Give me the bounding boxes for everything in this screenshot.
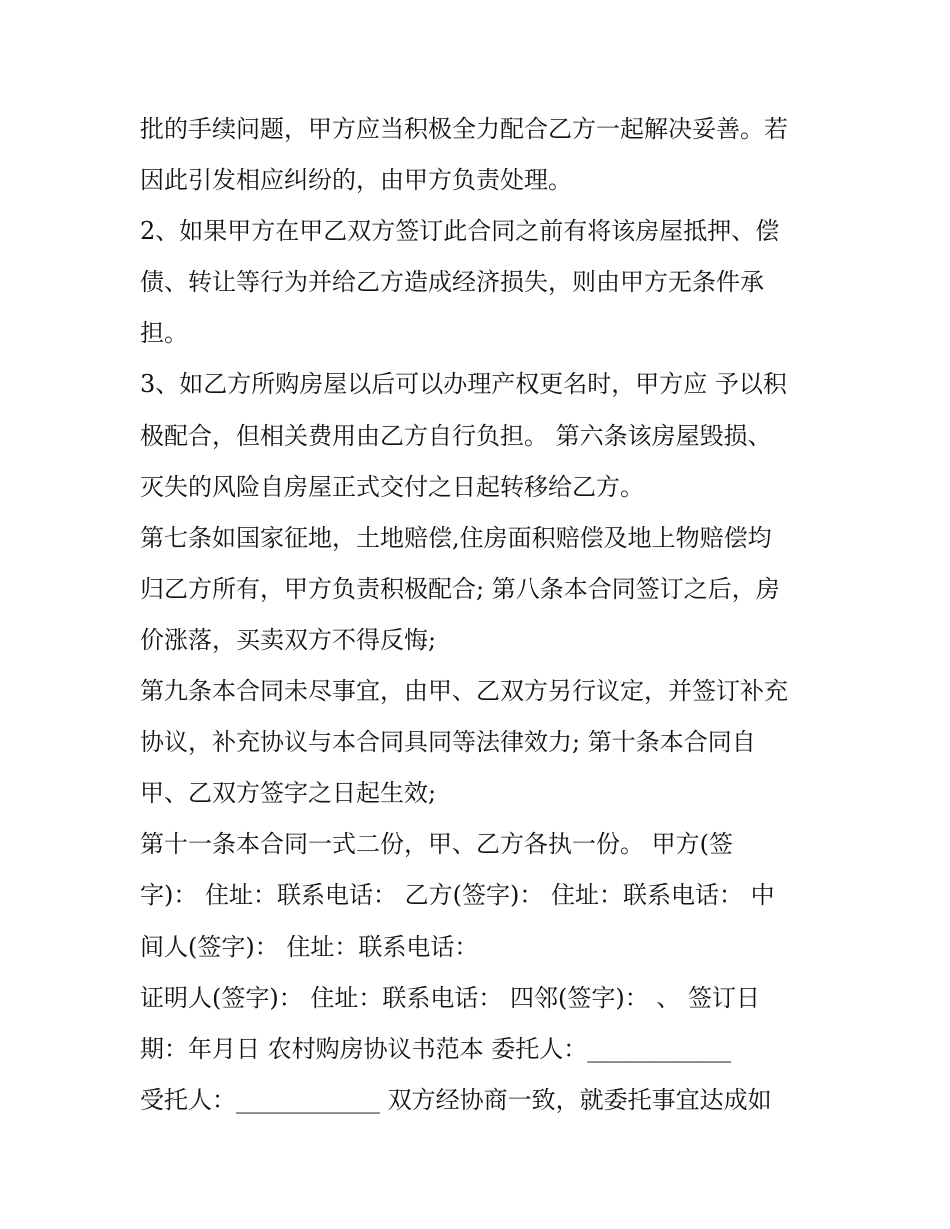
text-line: 协议，补充协议与本合同具同等法律效力; 第十条本合同自 xyxy=(140,728,756,757)
text-line: 第九条本合同未尽事宜，由甲、乙双方另行议定，并签订补充 xyxy=(140,677,788,706)
text-line: 价涨落，买卖双方不得反悔; xyxy=(140,625,437,654)
text-line: 担。 xyxy=(140,319,188,348)
text-line: 证明人(签字)： 住址：联系电话： 四邻(签字)： 、 签订日 xyxy=(140,983,760,1012)
text-line: 债、转让等行为并给乙方造成经济损失，则由甲方无条件承 xyxy=(140,268,764,297)
text-line: 2、如果甲方在甲乙双方签订此合同之前有将该房屋抵押、偿 xyxy=(140,217,780,246)
text-line: 灭失的风险自房屋正式交付之日起转移给乙方。 xyxy=(140,472,644,501)
text-line: 极配合，但相关费用由乙方自行负担。 第六条该房屋毁损、 xyxy=(140,421,772,450)
text-line: 3、如乙方所购房屋以后可以办理产权更名时，甲方应 予以积 xyxy=(140,370,787,399)
text-line: 受托人：____________ 双方经协商一致，就委托事宜达成如 xyxy=(140,1085,772,1114)
text-line: 归乙方所有，甲方负责积极配合; 第八条本合同签订之后，房 xyxy=(140,574,780,603)
text-line: 第十一条本合同一式二份，甲、乙方各执一份。 甲方(签 xyxy=(140,830,733,859)
text-line: 期：年月日 农村购房协议书范本 委托人：____________ xyxy=(140,1034,732,1063)
text-line: 字)： 住址：联系电话： 乙方(签字)： 住址：联系电话： 中 xyxy=(140,881,775,910)
text-line: 甲、乙双方签字之日起生效; xyxy=(140,779,437,808)
text-line: 第七条如国家征地，土地赔偿,住房面积赔偿及地上物赔偿均 xyxy=(140,523,772,552)
text-line: 间人(签字)： 住址：联系电话： xyxy=(140,932,479,961)
document-body xyxy=(140,104,840,1126)
text-line: 因此引发相应纠纷的，由甲方负责处理。 xyxy=(140,166,572,195)
text-line: 批的手续问题，甲方应当积极全力配合乙方一起解决妥善。若 xyxy=(140,115,788,143)
